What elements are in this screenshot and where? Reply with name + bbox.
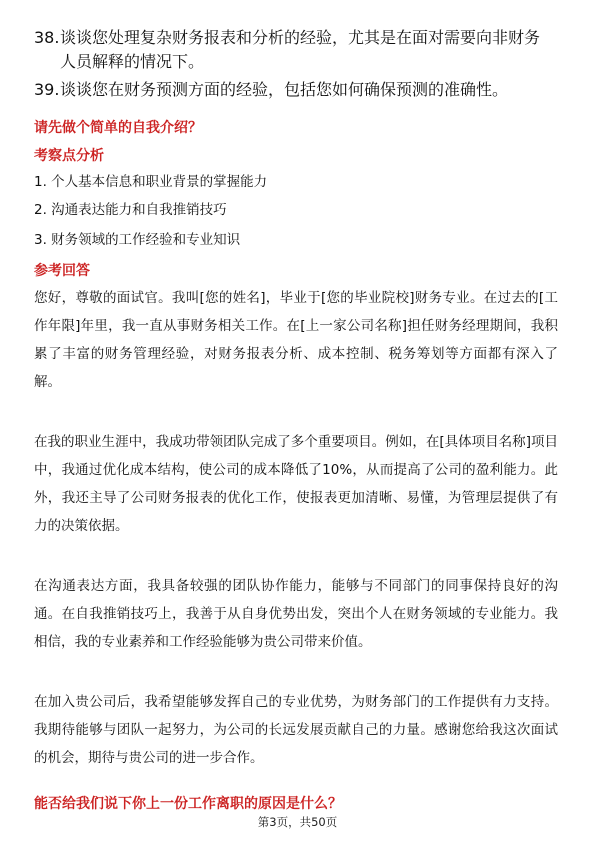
question-text: 谈谈您处理复杂财务报表和分析的经验，尤其是在面对需要向非财务人员解释的情况下。 [60,28,541,71]
section-title: 请先做个简单的自我介绍？ [34,120,202,136]
analysis-heading: 考察点分析 [34,148,104,164]
analysis-item: 1. 个人基本信息和职业背景的掌握能力 [34,174,268,190]
question-number: 39. [34,80,60,99]
answer-heading: 参考回答 [34,263,90,279]
answer-paragraph: 在加入贵公司后，我希望能够发挥自己的专业优势，为财务部门的工作提供有力支持。我期待能够与团队一起努力，为公司的长远发展贡献自己的力量。感谢您给我这次面试的机会，期待与贵公司的进一步合作。 [34,694,558,766]
question-item-38 [34,26,554,74]
analysis-item: 3. 财务领域的工作经验和专业知识 [34,232,241,248]
question-text: 谈谈您在财务预测方面的经验，包括您如何确保预测的准确性。 [60,80,509,99]
question-item-39 [34,78,554,102]
page-footer: 第3页，共50页 [257,815,338,829]
question-number: 38. [34,28,60,47]
answer-paragraph: 您好，尊敬的面试官。我叫[您的姓名]，毕业于[您的毕业院校]财务专业。在过去的[工作年限]年里，我一直从事财务相关工作。在[上一家公司名称]担任财务经理期间，我积累了丰富的财务管理经验，对财务报表分析、成本控制、税务筹划等方面都有深入了解。 [34,290,558,390]
next-question-title: 能否给我们说下你上一份工作离职的原因是什么？ [34,796,342,812]
answer-paragraph: 在沟通表达方面，我具备较强的团队协作能力，能够与不同部门的同事保持良好的沟通。在自我推销技巧上，我善于从自身优势出发，突出个人在财务领域的专业能力。我相信，我的专业素养和工作经验能够为贵公司带来价值。 [34,578,558,650]
answer-paragraph: 在我的职业生涯中，我成功带领团队完成了多个重要项目。例如，在[具体项目名称]项目中，我通过优化成本结构，使公司的成本降低了10%，从而提高了公司的盈利能力。此外，我还主导了公司财务报表的优化工作，使报表更加清晰、易懂，为管理层提供了有力的决策依据。 [34,434,558,534]
analysis-item: 2. 沟通表达能力和自我推销技巧 [34,202,227,218]
